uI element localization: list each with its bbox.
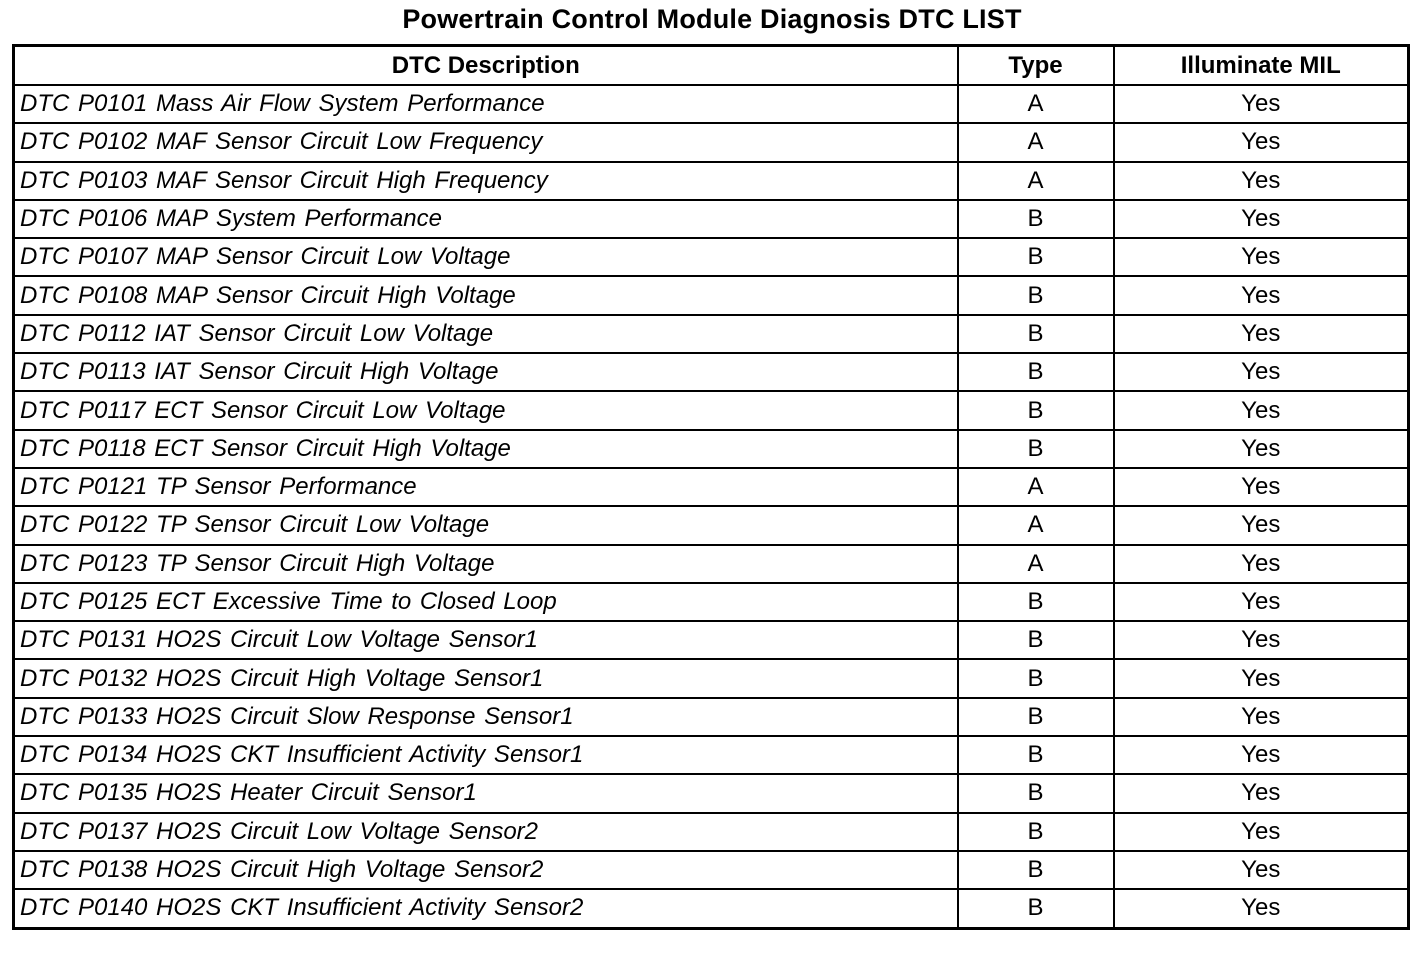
dtc-description-cell: DTC P0123 TP Sensor Circuit High Voltage (14, 545, 958, 583)
table-row (14, 506, 1409, 544)
page-title: Powertrain Control Module Diagnosis DTC LIST (402, 4, 1022, 34)
illuminate-mil-cell: Yes (1114, 506, 1409, 544)
illuminate-mil-cell: Yes (1114, 276, 1409, 314)
column-header-description: DTC Description (14, 46, 958, 86)
illuminate-mil-cell: Yes (1114, 698, 1409, 736)
dtc-type-cell: B (958, 774, 1114, 812)
table-row (14, 315, 1409, 353)
dtc-type-cell: A (958, 123, 1114, 161)
dtc-type-cell: B (958, 200, 1114, 238)
dtc-description-cell: DTC P0132 HO2S Circuit High Voltage Sensor1 (14, 659, 958, 697)
dtc-type-cell: B (958, 813, 1114, 851)
table-row (14, 736, 1409, 774)
dtc-type-cell: B (958, 583, 1114, 621)
illuminate-mil-cell: Yes (1114, 583, 1409, 621)
dtc-type-cell: B (958, 430, 1114, 468)
dtc-description-cell: DTC P0131 HO2S Circuit Low Voltage Sensor1 (14, 621, 958, 659)
table-row (14, 238, 1409, 276)
table-row (14, 813, 1409, 851)
illuminate-mil-cell: Yes (1114, 774, 1409, 812)
illuminate-mil-cell: Yes (1114, 851, 1409, 889)
dtc-type-cell: A (958, 545, 1114, 583)
illuminate-mil-cell: Yes (1114, 200, 1409, 238)
table-header-row (14, 46, 1409, 86)
dtc-type-cell: B (958, 315, 1114, 353)
table-row (14, 851, 1409, 889)
dtc-type-cell: B (958, 659, 1114, 697)
table-row (14, 353, 1409, 391)
dtc-type-cell: B (958, 736, 1114, 774)
table-row (14, 621, 1409, 659)
dtc-description-cell: DTC P0117 ECT Sensor Circuit Low Voltage (14, 391, 958, 429)
dtc-description-cell: DTC P0133 HO2S Circuit Slow Response Sensor1 (14, 698, 958, 736)
illuminate-mil-cell: Yes (1114, 85, 1409, 123)
column-header-type: Type (958, 46, 1114, 86)
table-row (14, 200, 1409, 238)
dtc-description-cell: DTC P0107 MAP Sensor Circuit Low Voltage (14, 238, 958, 276)
table-body (14, 85, 1409, 928)
table-row (14, 391, 1409, 429)
dtc-type-cell: B (958, 889, 1114, 928)
table-row (14, 430, 1409, 468)
dtc-description-cell: DTC P0112 IAT Sensor Circuit Low Voltage (14, 315, 958, 353)
dtc-type-cell: B (958, 851, 1114, 889)
table-row (14, 545, 1409, 583)
dtc-description-cell: DTC P0108 MAP Sensor Circuit High Voltage (14, 276, 958, 314)
dtc-table (12, 44, 1410, 930)
table-row (14, 276, 1409, 314)
illuminate-mil-cell: Yes (1114, 889, 1409, 928)
dtc-description-cell: DTC P0101 Mass Air Flow System Performance (14, 85, 958, 123)
illuminate-mil-cell: Yes (1114, 315, 1409, 353)
illuminate-mil-cell: Yes (1114, 123, 1409, 161)
illuminate-mil-cell: Yes (1114, 659, 1409, 697)
dtc-type-cell: B (958, 391, 1114, 429)
table-row (14, 698, 1409, 736)
dtc-type-cell: B (958, 238, 1114, 276)
dtc-type-cell: A (958, 506, 1114, 544)
dtc-type-cell: A (958, 85, 1114, 123)
illuminate-mil-cell: Yes (1114, 468, 1409, 506)
dtc-description-cell: DTC P0140 HO2S CKT Insufficient Activity Sensor2 (14, 889, 958, 928)
dtc-description-cell: DTC P0106 MAP System Performance (14, 200, 958, 238)
table-row (14, 659, 1409, 697)
dtc-type-cell: B (958, 621, 1114, 659)
dtc-description-cell: DTC P0118 ECT Sensor Circuit High Voltage (14, 430, 958, 468)
dtc-type-cell: A (958, 468, 1114, 506)
dtc-type-cell: B (958, 353, 1114, 391)
dtc-description-cell: DTC P0138 HO2S Circuit High Voltage Sensor2 (14, 851, 958, 889)
dtc-type-cell: B (958, 698, 1114, 736)
dtc-description-cell: DTC P0125 ECT Excessive Time to Closed Loop (14, 583, 958, 621)
table-row (14, 889, 1409, 928)
illuminate-mil-cell: Yes (1114, 353, 1409, 391)
dtc-description-cell: DTC P0121 TP Sensor Performance (14, 468, 958, 506)
dtc-description-cell: DTC P0102 MAF Sensor Circuit Low Frequency (14, 123, 958, 161)
dtc-description-cell: DTC P0137 HO2S Circuit Low Voltage Sensor2 (14, 813, 958, 851)
table-row (14, 468, 1409, 506)
illuminate-mil-cell: Yes (1114, 621, 1409, 659)
illuminate-mil-cell: Yes (1114, 813, 1409, 851)
table-row (14, 123, 1409, 161)
illuminate-mil-cell: Yes (1114, 736, 1409, 774)
illuminate-mil-cell: Yes (1114, 238, 1409, 276)
column-header-illuminate-mil: Illuminate MIL (1114, 46, 1409, 86)
table-row (14, 162, 1409, 200)
illuminate-mil-cell: Yes (1114, 391, 1409, 429)
illuminate-mil-cell: Yes (1114, 430, 1409, 468)
dtc-description-cell: DTC P0113 IAT Sensor Circuit High Voltage (14, 353, 958, 391)
dtc-description-cell: DTC P0122 TP Sensor Circuit Low Voltage (14, 506, 958, 544)
illuminate-mil-cell: Yes (1114, 545, 1409, 583)
dtc-description-cell: DTC P0135 HO2S Heater Circuit Sensor1 (14, 774, 958, 812)
table-row (14, 583, 1409, 621)
dtc-type-cell: A (958, 162, 1114, 200)
illuminate-mil-cell: Yes (1114, 162, 1409, 200)
dtc-description-cell: DTC P0134 HO2S CKT Insufficient Activity Sensor1 (14, 736, 958, 774)
dtc-description-cell: DTC P0103 MAF Sensor Circuit High Frequency (14, 162, 958, 200)
dtc-type-cell: B (958, 276, 1114, 314)
table-row (14, 774, 1409, 812)
table-row (14, 85, 1409, 123)
